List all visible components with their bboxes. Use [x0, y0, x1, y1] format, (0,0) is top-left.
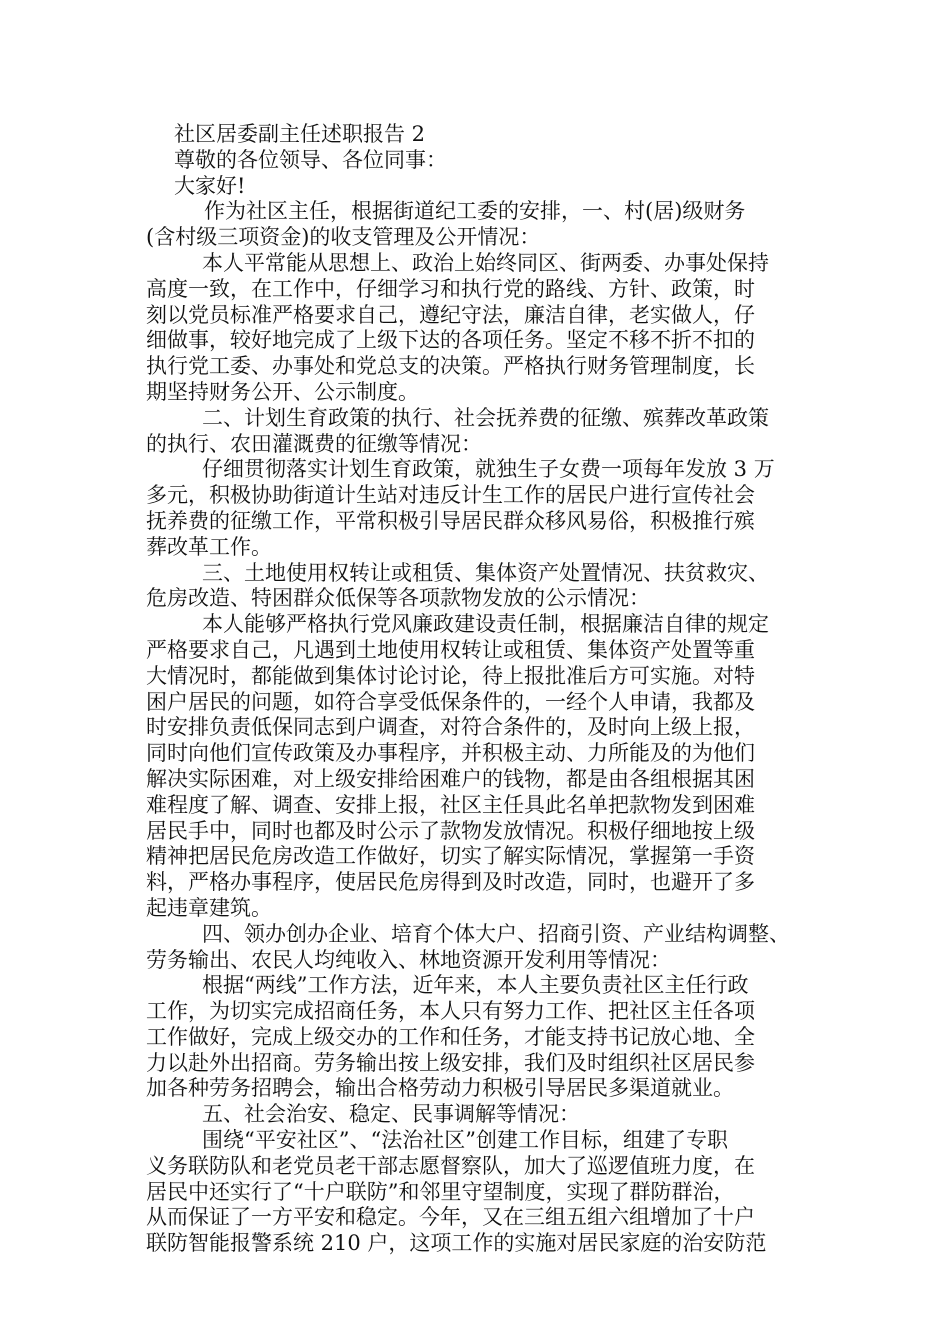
section-4-heading-line-2: 劳务输出、农民人均纯收入、林地资源开发利用等情况： — [146, 947, 671, 972]
salutation: 尊敬的各位领导、各位同事： — [174, 147, 447, 172]
paragraph-3-line: 困户居民的问题，如符合享受低保条件的，一经个人申请，我都及 — [146, 689, 755, 714]
paragraph-2-line: 葬改革工作。 — [146, 534, 272, 559]
document-page — [146, 122, 828, 1257]
section-2-heading-line-1: 二、计划生育政策的执行、社会抚养费的征缴、殡葬改革政策 — [202, 405, 769, 430]
paragraph-3-line: 本人能够严格执行党风廉政建设责任制，根据廉洁自律的规定 — [202, 612, 769, 637]
paragraph-3-line: 时安排负责低保同志到户调查，对符合条件的，及时向上级上报， — [146, 715, 755, 740]
paragraph-2-line: 仔细贯彻落实计划生育政策，就独生子女费一项每年发放 3 万 — [202, 457, 775, 482]
paragraph-3-line: 难程度了解、调查、安排上报，社区主任具此名单把款物发到困难 — [146, 792, 755, 817]
paragraph-2-line: 抚养费的征缴工作，平常积极引导居民群众移风易俗，积极推行殡 — [146, 508, 755, 533]
section-1-heading-line-1: 作为社区主任，根据街道纪工委的安排，一、村(居)级财务 — [204, 199, 746, 224]
paragraph-5-line: 联防智能报警系统 210 户，这项工作的实施对居民家庭的治安防范 — [146, 1231, 767, 1256]
paragraph-5-line: 居民中还实行了“十户联防”和邻里守望制度，实现了群防群治， — [146, 1179, 735, 1204]
section-4-heading-line-1: 四、领办创办企业、培育个体大户、招商引资、产业结构调整、 — [202, 921, 790, 946]
paragraph-3-line: 居民手中，同时也都及时公示了款物发放情况。积极仔细地按上级 — [146, 818, 755, 843]
section-5-heading: 五、社会治安、稳定、民事调解等情况： — [202, 1102, 580, 1127]
paragraph-1-line: 执行党工委、办事处和党总支的决策。严格执行财务管理制度，长 — [146, 354, 755, 379]
paragraph-1-line: 刻以党员标准严格要求自己，遵纪守法，廉洁自律，老实做人，仔 — [146, 302, 755, 327]
paragraph-5-line: 义务联防队和老党员老干部志愿督察队，加大了巡逻值班力度，在 — [146, 1153, 755, 1178]
paragraph-4-line: 力以赴外出招商。劳务输出按上级安排，我们及时组织社区居民参 — [146, 1050, 755, 1075]
paragraph-4-line: 根据“两线”工作方法，近年来，本人主要负责社区主任行政 — [202, 973, 749, 998]
paragraph-3-line: 大情况时，都能做到集体讨论讨论，待上报批准后方可实施。对特 — [146, 663, 755, 688]
paragraph-2-line: 多元，积极协助街道计生站对违反计生工作的居民户进行宣传社会 — [146, 483, 755, 508]
paragraph-3-line: 严格要求自己，凡遇到土地使用权转让或租赁、集体资产处置等重 — [146, 637, 755, 662]
paragraph-3-line: 同时向他们宣传政策及办事程序，并积极主动、力所能及的为他们 — [146, 741, 755, 766]
paragraph-1-line: 本人平常能从思想上、政治上始终同区、街两委、办事处保持 — [202, 250, 769, 275]
paragraph-4-line: 工作，为切实完成招商任务，本人只有努力工作、把社区主任各项 — [146, 999, 755, 1024]
paragraph-3-line: 解决实际困难，对上级安排给困难户的钱物，都是由各组根据其困 — [146, 766, 755, 791]
paragraph-5-line: 围绕“平安社区”、“法治社区”创建工作目标，组建了专职 — [202, 1128, 728, 1153]
greeting: 大家好! — [174, 173, 246, 198]
paragraph-1-line: 细做事，较好地完成了上级下达的各项任务。坚定不移不折不扣的 — [146, 328, 755, 353]
paragraph-3-line: 精神把居民危房改造工作做好，切实了解实际情况，掌握第一手资 — [146, 844, 755, 869]
paragraph-1-line: 期坚持财务公开、公示制度。 — [146, 379, 419, 404]
report-title: 社区居委副主任述职报告 2 — [174, 122, 426, 146]
paragraph-3-line: 起违章建筑。 — [146, 895, 272, 920]
paragraph-4-line: 工作做好，完成上级交办的工作和任务，才能支持书记放心地、全 — [146, 1024, 755, 1049]
paragraph-5-line: 从而保证了一方平安和稳定。今年，又在三组五组六组增加了十户 — [146, 1205, 755, 1230]
paragraph-1-line: 高度一致，在工作中，仔细学习和执行党的路线、方针、政策，时 — [146, 276, 755, 301]
paragraph-4-line: 加各种劳务招聘会，输出合格劳动力积极引导居民多渠道就业。 — [146, 1076, 734, 1101]
paragraph-3-line: 料，严格办事程序，使居民危房得到及时改造，同时，也避开了多 — [146, 870, 755, 895]
section-3-heading-line-1: 三、土地使用权转让或租赁、集体资产处置情况、扶贫救灾、 — [202, 560, 769, 585]
section-3-heading-line-2: 危房改造、特困群众低保等各项款物发放的公示情况： — [146, 586, 650, 611]
section-2-heading-line-2: 的执行、农田灌溉费的征缴等情况： — [146, 431, 482, 456]
section-1-heading-line-2: (含村级三项资金)的收支管理及公开情况： — [146, 225, 541, 250]
